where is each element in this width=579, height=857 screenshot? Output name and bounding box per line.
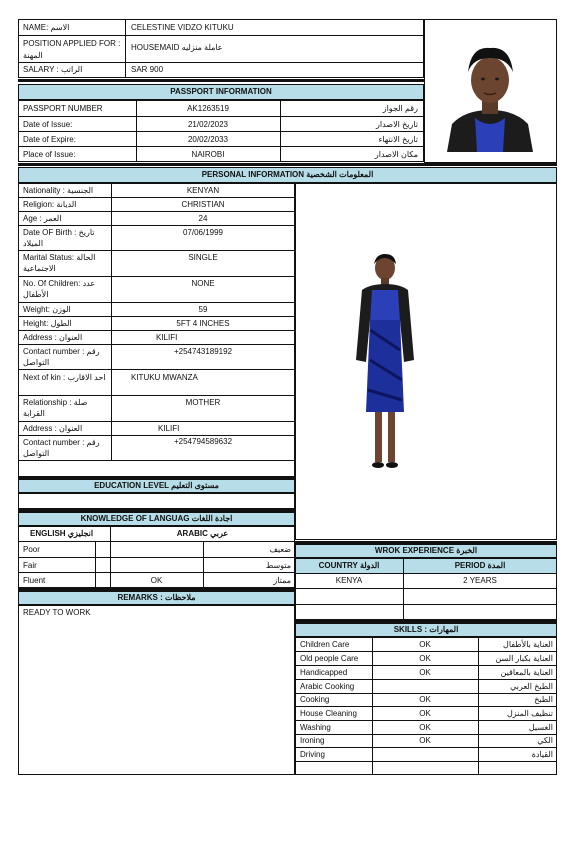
passport-number-ar: رقم الجواز [382, 104, 418, 113]
skill-handicapped: Handicapped [300, 668, 348, 677]
lang-poor-label: Poor [23, 545, 40, 554]
kin-address-value: KILIFI [158, 424, 180, 433]
experience-country: KENYA [335, 576, 363, 585]
contact-value: +254743189192 [173, 347, 233, 356]
headshot-photo [427, 22, 554, 152]
expiry-date-value: 20/02/2033 [187, 135, 229, 144]
age-label: Age : العمر [23, 214, 62, 223]
skill-old-people-care-mark: OK [419, 654, 431, 663]
english-header: ENGLISH انجليزي [30, 529, 94, 538]
skill-driving: Driving [300, 750, 325, 759]
skill-cooking-mark: OK [419, 695, 431, 704]
issue-place-label: Place of Issue: [23, 150, 76, 159]
skill-washing: Washing [300, 723, 331, 732]
name-value: CELESTINE VIDZO KITUKU [131, 23, 234, 32]
skill-driving-ar: القيادة [531, 750, 553, 759]
issue-date-label: Date of Issue: [23, 120, 73, 129]
position-value: HOUSEMAID عاملة منزليه [131, 43, 223, 52]
issue-place-value: NAIROBI [191, 150, 225, 159]
height-label: Height: الطول [23, 319, 72, 328]
lang-fair-label: Fair [23, 561, 37, 570]
religion-label: Religion: الديانة [23, 200, 77, 209]
lang-fluent-label: Fluent [23, 576, 46, 585]
remarks-text: READY TO WORK [23, 608, 91, 617]
skill-handicapped-ar: العناية بالمعاقين [500, 668, 553, 677]
issue-place-ar: مكان الاصدار [374, 150, 418, 159]
country-header: COUNTRY الدولة [318, 561, 380, 570]
children-value: NONE [191, 279, 215, 288]
skill-arabic-cooking-ar: الطبخ العربي [510, 682, 553, 691]
skill-house-cleaning: House Cleaning [300, 709, 357, 718]
skill-children-care-ar: العناية بالأطفال [503, 640, 553, 649]
kin-contact-label: Contact number : رقم التواصل [23, 438, 100, 458]
skill-ironing-ar: الكي [537, 736, 553, 745]
skill-ironing: Ironing [300, 736, 325, 745]
next-of-kin-label: Next of kin : احد الاقارب [23, 373, 106, 382]
issue-date-value: 21/02/2023 [187, 120, 229, 129]
lang-fluent-ar: ممتاز [273, 576, 291, 585]
personal-section-title: PERSONAL INFORMATION المعلومات الشخصية [18, 167, 557, 183]
passport-section-title: PASSPORT INFORMATION [18, 84, 424, 100]
nationality-label: Nationality : الجنسية [23, 186, 94, 195]
dob-value: 07/06/1999 [182, 228, 224, 237]
relationship-value: MOTHER [185, 398, 221, 407]
contact-label: Contact number : رقم التواصل [23, 347, 100, 367]
marital-status-value: SINGLE [188, 253, 218, 262]
weight-label: Weight: الوزن [23, 305, 71, 314]
name-label: NAME: الاسم [23, 23, 70, 32]
religion-value: CHRISTIAN [181, 200, 225, 209]
salary-label: SALARY : الراتب [23, 65, 83, 74]
marital-status-label: Marital Status: الحالة الاجتماعية [23, 253, 96, 273]
address-value: KILIFI [156, 333, 178, 342]
skill-house-cleaning-ar: تنظيف المنزل [506, 709, 553, 718]
height-value: 5FT 4 INCHES [176, 319, 230, 328]
nationality-value: KENYAN [186, 186, 220, 195]
salary-value: SAR 900 [131, 65, 164, 74]
experience-period: 2 YEARS [463, 576, 497, 585]
passport-number-label: PASSPORT NUMBER [23, 104, 103, 113]
address-label: Address : العنوان [23, 333, 83, 342]
passport-number-value: AK1263519 [187, 104, 229, 113]
period-header: PERIOD المدة [454, 561, 506, 570]
dob-label: Date OF Birth : تاريخ الميلاد [23, 228, 95, 248]
skill-cooking: Cooking [300, 695, 330, 704]
skill-children-care: Children Care [300, 640, 350, 649]
kin-address-label: Address : العنوان [23, 424, 83, 433]
skill-house-cleaning-mark: OK [419, 709, 431, 718]
children-label: No. Of Children: عدد الأطفال [23, 279, 96, 299]
weight-value: 59 [198, 305, 208, 314]
skill-cooking-ar: الطبخ [534, 695, 553, 704]
position-label: POSITION APPLIED FOR : المهنة [23, 39, 121, 60]
experience-section-title: WROK EXPERIENCE الخبرة [295, 544, 557, 558]
education-value-cell [18, 493, 295, 509]
lang-fluent-mark: OK [150, 576, 163, 585]
skill-old-people-care: Old people Care [300, 654, 359, 663]
kin-contact-value: +254794589632 [173, 437, 233, 446]
lang-fair-ar: متوسط [265, 561, 291, 570]
issue-date-ar: تاريخ الاصدار [375, 120, 418, 129]
skill-arabic-cooking: Arabic Cooking [300, 682, 355, 691]
age-value: 24 [198, 214, 208, 223]
skill-washing-mark: OK [419, 723, 431, 732]
arabic-header: ARABIC عربي [176, 529, 229, 538]
education-section-title: EDUCATION LEVEL مستوى التعليم [18, 479, 295, 493]
skill-old-people-care-ar: العناية بكبار السن [495, 654, 553, 663]
next-of-kin-value: KITUKU MWANZA [131, 373, 198, 382]
expiry-date-ar: تاريخ الانتهاء [378, 135, 418, 144]
remarks-box [18, 605, 295, 775]
lang-poor-ar: ضعيف [269, 545, 291, 554]
relationship-label: Relationship : صلة القرابة [23, 398, 88, 418]
full-body-photo [340, 250, 430, 480]
expiry-date-label: Date of Expire: [23, 135, 76, 144]
skill-washing-ar: الغسيل [528, 723, 553, 732]
skill-children-care-mark: OK [419, 640, 431, 649]
skills-section-title: SKILLS : المهارات [295, 623, 557, 637]
remarks-section-title: REMARKS : ملاحظات [18, 591, 295, 605]
language-section-title: KNOWLEDGE OF LANGUAG اجادة اللغات [18, 512, 295, 526]
skill-ironing-mark: OK [419, 736, 431, 745]
skill-handicapped-mark: OK [419, 668, 431, 677]
